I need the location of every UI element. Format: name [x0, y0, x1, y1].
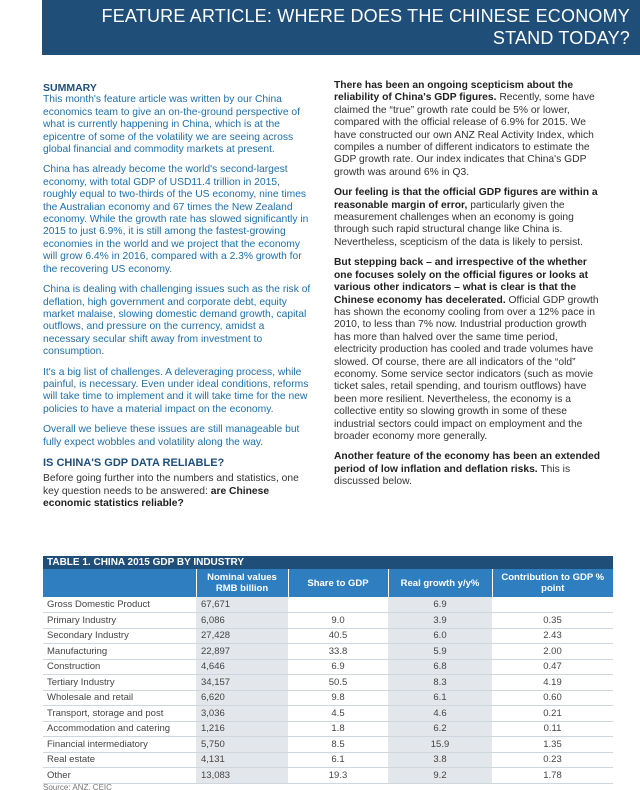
share-value: 9.0 [288, 613, 388, 629]
header-contribution: Contribution to GDP % point [492, 569, 613, 597]
row-label: Secondary Industry [43, 628, 196, 644]
right-paragraph-3 [334, 257, 602, 443]
article-title-line-2: STAND TODAY? [492, 28, 630, 48]
header-real-growth: Real growth y/y% [388, 569, 492, 597]
gdp-reliability-question: are Chinese economic statistics reliable? [43, 485, 270, 510]
row-label: Manufacturing [43, 644, 196, 660]
growth-value: 5.9 [388, 644, 492, 660]
nominal-value: 13,083 [196, 768, 288, 784]
right-paragraph-1 [334, 80, 602, 179]
table-row [43, 752, 613, 768]
right-paragraph-3-lead: But stepping back – and irrespective of the whether one focuses solely on the official figures or looks at various other indicators – what is clear is that the Chinese economy has decelerated. [334, 257, 589, 306]
row-label: Primary Industry [43, 613, 196, 629]
share-value: 50.5 [288, 675, 388, 691]
table-row [43, 706, 613, 722]
nominal-value: 4,131 [196, 752, 288, 768]
nominal-value: 22,897 [196, 644, 288, 660]
table-row [43, 597, 613, 613]
nominal-value: 4,646 [196, 659, 288, 675]
share-value: 33.8 [288, 644, 388, 660]
summary-paragraph-1: This month's feature article was written by our China economics team to give an on-the-ground perspective of what is currently happening in China, which is at the epicentre of some of the volatility we are seeing across global financial and commodity markets at present. [43, 94, 300, 156]
share-value: 6.1 [288, 752, 388, 768]
article-title-line-1: FEATURE ARTICLE: WHERE DOES THE CHINESE ECONOMY [101, 6, 630, 26]
right-paragraph-1-lead: There has been an ongoing scepticism about the reliability of China's GDP figures. [334, 80, 574, 104]
growth-value: 9.2 [388, 768, 492, 784]
left-column [43, 80, 311, 511]
nominal-value: 1,216 [196, 721, 288, 737]
contribution-value [492, 597, 613, 613]
table-row [43, 628, 613, 644]
row-label: Real estate [43, 752, 196, 768]
gdp-reliability-text: Before going further into the numbers and statistics, one key question needs to be answered: [43, 473, 299, 497]
table-row [43, 613, 613, 629]
right-paragraph-2-body: particularly given the measurement challenges when an economy is going through such rapid structural change like China is. Nevertheless, scepticism of the data is likely to persist. [334, 199, 583, 248]
table-title: TABLE 1. CHINA 2015 GDP BY INDUSTRY [43, 556, 613, 569]
growth-value: 3.9 [388, 613, 492, 629]
contribution-value: 0.11 [492, 721, 613, 737]
contribution-value: 1.35 [492, 737, 613, 753]
nominal-value: 5,750 [196, 737, 288, 753]
contribution-value: 2.43 [492, 628, 613, 644]
growth-value: 8.3 [388, 675, 492, 691]
growth-value: 6.1 [388, 690, 492, 706]
contribution-value: 0.35 [492, 613, 613, 629]
right-paragraph-1-body: Recently, some have claimed the “true” growth rate could be 5% or lower, compared with the official release of 6.9% for 2015. We have constructed our own ANZ Real Activity Index, which compiles a number of different indicators to estimate the GDP growth rate. Our index indicates that China's GDP growth was around 6% in Q3. [334, 92, 595, 178]
table-source-note: Source: ANZ, CEIC [43, 783, 112, 790]
nominal-value: 67,671 [196, 597, 288, 613]
row-label: Tertiary Industry [43, 675, 196, 691]
contribution-value: 0.21 [492, 706, 613, 722]
summary-heading: SUMMARY [43, 82, 97, 94]
table-row [43, 659, 613, 675]
nominal-value: 27,428 [196, 628, 288, 644]
share-value: 19.3 [288, 768, 388, 784]
right-paragraph-4-body: This is discussed below. [334, 463, 571, 488]
share-value: 9.8 [288, 690, 388, 706]
row-label: Transport, storage and post [43, 706, 196, 722]
nominal-value: 6,086 [196, 613, 288, 629]
row-label: Gross Domestic Product [43, 597, 196, 613]
table-row [43, 721, 613, 737]
summary-paragraph-2: China has already become the world's second-largest economy, with total GDP of USD11.4 trillion in 2015, roughly equal to two-thirds of the US economy, nine times the Australian economy and 67 times the New Zealand economy. While the growth rate has slowed significantly in 2015 to just 6.9%, it is still among the fastest-growing economies in the world and we project that the economy will grow 6.4% in 2016, compared with a 2.3% growth for the recovering US economy. [43, 164, 309, 275]
growth-value: 3.8 [388, 752, 492, 768]
table-row [43, 644, 613, 660]
row-label: Financial intermediatory [43, 737, 196, 753]
table-row [43, 768, 613, 784]
header-share-to-gdp: Share to GDP [288, 569, 388, 597]
gdp-by-industry-table [43, 569, 613, 784]
table-row [43, 690, 613, 706]
growth-value: 6.8 [388, 659, 492, 675]
contribution-value: 4.19 [492, 675, 613, 691]
growth-value: 6.9 [388, 597, 492, 613]
right-paragraph-2-lead: Our feeling is that the official GDP figures are within a reasonable margin of error, [334, 187, 598, 211]
contribution-value: 0.60 [492, 690, 613, 706]
right-column [334, 80, 602, 497]
contribution-value: 0.23 [492, 752, 613, 768]
gdp-table-container [43, 556, 613, 784]
share-value: 40.5 [288, 628, 388, 644]
article-banner [42, 0, 640, 55]
right-paragraph-2 [334, 187, 602, 249]
share-value: 1.8 [288, 721, 388, 737]
growth-value: 6.2 [388, 721, 492, 737]
share-value [288, 597, 388, 613]
right-paragraph-4-lead: Another feature of the economy has been an extended period of low inflation and deflation risks. [334, 451, 601, 475]
share-value: 6.9 [288, 659, 388, 675]
row-label: Construction [43, 659, 196, 675]
growth-value: 6.0 [388, 628, 492, 644]
right-paragraph-4 [334, 451, 602, 488]
growth-value: 15.9 [388, 737, 492, 753]
contribution-value: 1.78 [492, 768, 613, 784]
contribution-value: 2.00 [492, 644, 613, 660]
table-row [43, 737, 613, 753]
summary-paragraph-4: It's a big list of challenges. A deleveraging process, while painful, is necessary. Even under ideal conditions, reforms will take time to implement and it will take time for the new policies to have a material impact on the economy. [43, 366, 309, 415]
table-row [43, 675, 613, 691]
nominal-value: 3,036 [196, 706, 288, 722]
nominal-value: 6,620 [196, 690, 288, 706]
header-nominal-values: Nominal values RMB billion [196, 569, 288, 597]
summary-paragraph-5: Overall we believe these issues are still manageable but fully expect wobbles and volatility along the way. [43, 424, 300, 448]
row-label: Accommodation and catering [43, 721, 196, 737]
share-value: 4.5 [288, 706, 388, 722]
contribution-value: 0.47 [492, 659, 613, 675]
nominal-value: 34,157 [196, 675, 288, 691]
row-label: Other [43, 768, 196, 784]
row-label: Wholesale and retail [43, 690, 196, 706]
header-industry [43, 569, 196, 597]
gdp-reliability-heading: IS CHINA'S GDP DATA RELIABLE? [43, 456, 225, 469]
summary-paragraph-3: China is dealing with challenging issues such as the risk of deflation, high government and corporate debt, equity market malaise, slowing domestic demand growth, capital outflows, and pressure on the currency, amidst a necessary secular shift away from investment to consumption. [43, 284, 311, 358]
gdp-reliability-paragraph [43, 473, 311, 510]
table-header-row [43, 569, 613, 597]
share-value: 8.5 [288, 737, 388, 753]
growth-value: 4.6 [388, 706, 492, 722]
right-paragraph-3-body: Official GDP growth has shown the economy cooling from over a 12% pace in 2010, to less than 7% now. Industrial production growth has more than halved over the same time period, electricity production has cooled and trade volumes have slowed. Of course, there are all indicators of the “old” economy. Some service sector indicators (such as movie ticket sales, retail spending, and tourism outflows) have been more resilient. Nevertheless, the economy is a collective entity so slowing growth in some of these industrial sectors could impact on employment and the broader economy more generally. [334, 294, 599, 442]
